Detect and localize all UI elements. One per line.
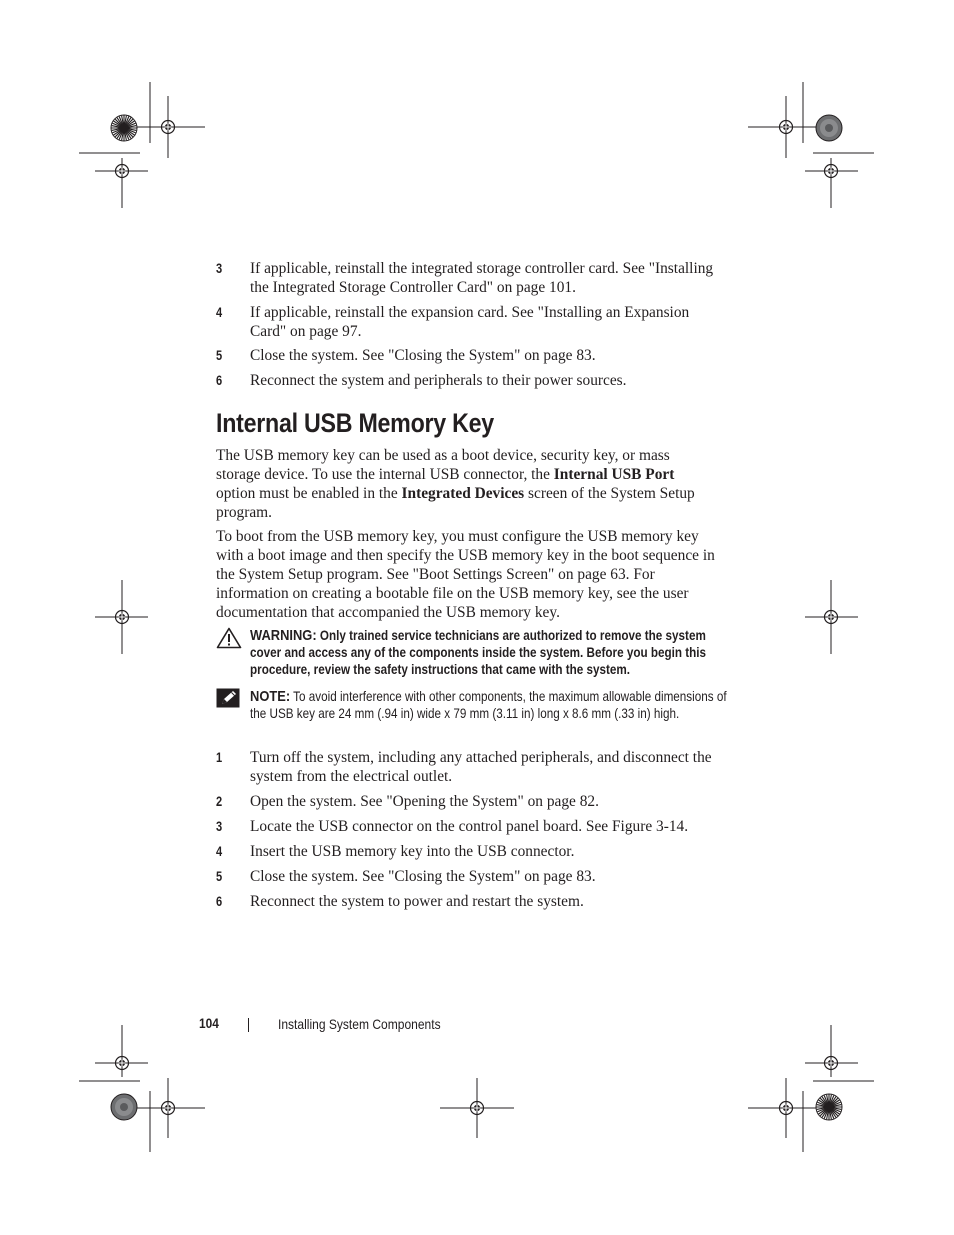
intro-paragraph: The USB memory key can be used as a boot device, security key, or mass storage device. To use the internal USB connector, the Internal USB Port option must be enabled in the Integrated Devices screen of the System Setup program. (216, 447, 695, 521)
step-item (216, 748, 716, 786)
footer-divider (248, 1018, 249, 1032)
step-number: 6 (216, 894, 223, 909)
step-number: 2 (216, 794, 223, 809)
boot-paragraph: To boot from the USB memory key, you must configure the USB memory key with a boot image and then specify the USB memory key in the boot sequence in the System Setup program. See "Boot Settings Screen" on page 63. For information on creating a bootable file on the USB memory key, see the user documentation that accompanied the USB memory key. (216, 528, 715, 621)
step-text: Close the system. See "Closing the System" on page 83. (250, 347, 596, 364)
step-number: 3 (216, 819, 223, 834)
note-pencil-icon (216, 688, 240, 708)
step-number: 6 (216, 373, 223, 388)
step-text: Reconnect the system to power and restart the system. (250, 893, 584, 910)
step-item (216, 817, 716, 836)
step-item (216, 867, 716, 886)
note-notice (216, 688, 736, 722)
step-number: 3 (216, 261, 223, 276)
step-text: Open the system. See "Opening the System" on page 82. (250, 793, 599, 810)
integrated-devices-term: Integrated Devices (401, 485, 525, 502)
warning-label: WARNING: (250, 627, 317, 644)
page-number: 104 (199, 1015, 219, 1031)
step-item (216, 842, 716, 861)
footer-section-title: Installing System Components (278, 1016, 441, 1032)
step-number: 4 (216, 844, 223, 859)
step-item (216, 303, 716, 341)
note-label: NOTE: (250, 688, 291, 705)
step-number: 4 (216, 305, 223, 320)
warning-text: Only trained service technicians are authorized to remove the system cover and access any of the components inside the system. Before you begin this procedure, review the safety instructions that came with the system. (250, 628, 707, 677)
step-number: 5 (216, 869, 223, 884)
step-item (216, 259, 716, 297)
step-item (216, 346, 716, 365)
step-item (216, 371, 716, 390)
step-number: 5 (216, 348, 223, 363)
page-footer (0, 1015, 954, 1037)
note-text: To avoid interference with other components, the maximum allowable dimensions of the USB key are 24 mm (.94 in) wide x 79 mm (3.11 in) long x 8.6 mm (.33 in) high. (250, 689, 727, 721)
step-text: If applicable, reinstall the expansion card. See "Installing an Expansion Card" on page 97. (250, 304, 690, 340)
step-item (216, 892, 716, 911)
step-text: Close the system. See "Closing the System" on page 83. (250, 868, 596, 885)
warning-triangle-icon (216, 627, 242, 649)
step-text: Turn off the system, including any attached peripherals, and disconnect the system from the electrical outlet. (250, 749, 712, 785)
warning-notice (216, 627, 736, 678)
step-number: 1 (216, 750, 223, 765)
internal-usb-port-term: Internal USB Port (553, 466, 675, 483)
step-text: Reconnect the system and peripherals to their power sources. (250, 372, 627, 389)
step-text: Locate the USB connector on the control panel board. See Figure 3-14. (250, 818, 689, 835)
step-item (216, 792, 716, 811)
step-text: Insert the USB memory key into the USB connector. (250, 843, 575, 860)
section-heading: Internal USB Memory Key (216, 408, 494, 438)
step-text: If applicable, reinstall the integrated storage controller card. See "Installing the Integrated Storage Controller Card" on page 101. (250, 260, 714, 296)
